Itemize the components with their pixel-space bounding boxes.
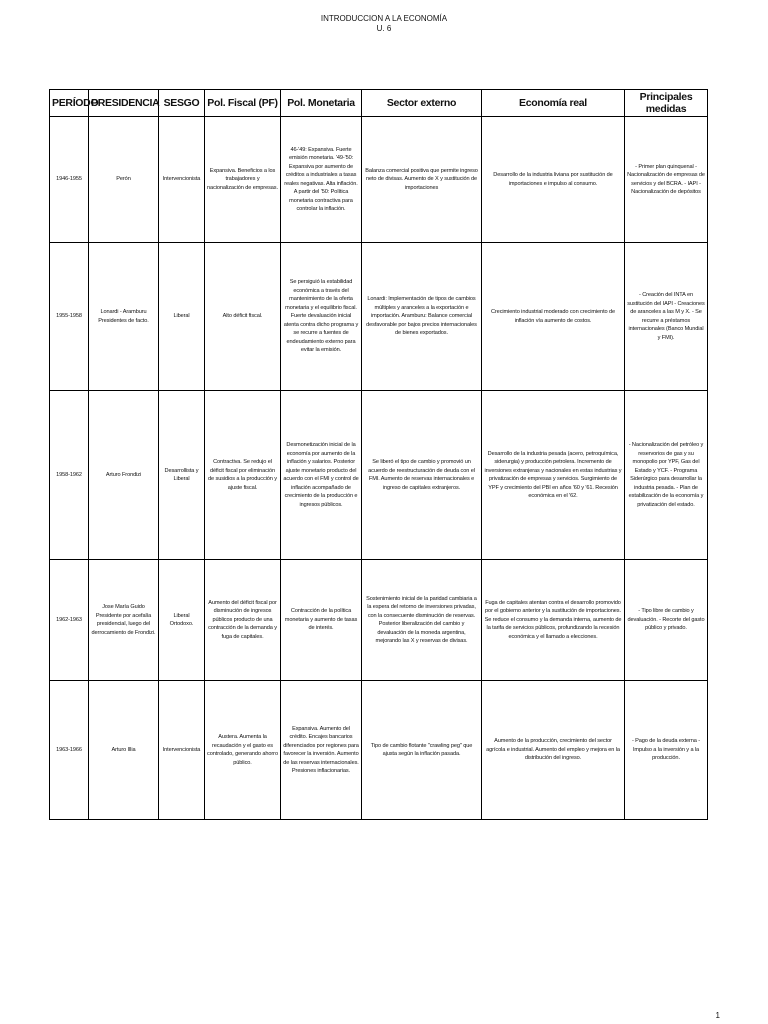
cell-presidencia: Arturo Frondizi <box>89 391 159 560</box>
cell-economia-real: Aumento de la producción, crecimiento del sector agrícola e industrial. Aumento del empleo y mejora en la distribución del ingreso. <box>482 681 625 820</box>
table-row <box>50 243 708 391</box>
cell-presidencia: Lonardi - Aramburu Presidentes de facto. <box>89 243 159 391</box>
table-row <box>50 681 708 820</box>
cell-periodo: 1963-1966 <box>50 681 89 820</box>
table-header-row <box>50 90 708 117</box>
column-header-pol-fiscal: Pol. Fiscal (PF) <box>205 90 281 117</box>
table-row <box>50 391 708 560</box>
table-row <box>50 117 708 243</box>
cell-periodo: 1946-1955 <box>50 117 89 243</box>
cell-pol-fiscal: Aumento del déficit fiscal por disminución de ingresos públicos producto de una contracción de la demanda y fuga de capitales. <box>205 560 281 681</box>
cell-pol-fiscal: Contractiva. Se redujo el déficit fiscal por eliminación de susidios a la producción y ajuste fiscal. <box>205 391 281 560</box>
cell-sector-externo: Tipo de cambio flotante "crawling peg" que ajusta según la inflación pasada. <box>362 681 482 820</box>
cell-pol-monetaria: 46-'49: Expansiva. Fuerte emisión monetaria. '49-'50: Expansiva por aumento de créditos a industriales a tasas reales negativas. Alta inflación. A partir del '50: Política monetaria contractiva para controlar la inflación. <box>281 117 362 243</box>
document-title: INTRODUCCION A LA ECONOMÍA <box>320 14 448 23</box>
cell-presidencia: Arturo Illia <box>89 681 159 820</box>
cell-principales-medidas: - Primer plan quinquenal - Nacionalización de empresas de servicios y del BCRA. - IAPI - Nacionalización de depósitos <box>625 117 708 243</box>
table-row <box>50 560 708 681</box>
cell-sesgo: Intervencionista <box>159 681 205 820</box>
cell-economia-real: Crecimiento industrial moderado con crecimiento de inflación vía aumento de costos. <box>482 243 625 391</box>
cell-sector-externo: Balanza comercial positiva que permite ingreso neto de divisas. Aumento de X y sustitución de importaciones <box>362 117 482 243</box>
cell-periodo: 1962-1963 <box>50 560 89 681</box>
cell-economia-real: Desarrollo de la industria pesada (acero, petroquímica, siderurgia) y producción petrolera. Incremento de inversiones extranjeras y nacionales en estas industrias y privatización de empresas y servicios. Surgimiento de YPF y crecimiento del PBI en años '60 y '61. Recesión económica en el '62. <box>482 391 625 560</box>
cell-sesgo: Intervencionista <box>159 117 205 243</box>
cell-sesgo: Liberal <box>159 243 205 391</box>
cell-pol-monetaria: Expansiva. Aumento del crédito. Encajes bancarios diferenciados por regiones para favorecer la inversión. Aumento de las reservas internacionales. Presiones inflacionarias. <box>281 681 362 820</box>
column-header-sector-externo: Sector externo <box>362 90 482 117</box>
column-header-principales-medidas: Principales medidas <box>625 90 708 117</box>
column-header-pol-monetaria: Pol. Monetaria <box>281 90 362 117</box>
cell-pol-fiscal: Alto déficit fiscal. <box>205 243 281 391</box>
cell-sector-externo: Lonardi: Implementación de tipos de cambios múltiples y aranceles a la exportación e importación. Aramburu: Balance comercial desfavorable por bajos precios internacionales de bienes exportados. <box>362 243 482 391</box>
cell-presidencia: Jose María Guido Presidente por acefalía presidencial, luego del derrocamiento de Frondizi. <box>89 560 159 681</box>
cell-economia-real: Desarrollo de la industria liviana por sustitución de importaciones e impulso al consumo. <box>482 117 625 243</box>
column-header-presidencia: PRESIDENCIA <box>89 90 159 117</box>
cell-pol-fiscal: Expansiva. Beneficios a los trabajadores y nacionalización de empresas. <box>205 117 281 243</box>
document-subtitle: U. 6 <box>376 24 392 33</box>
cell-sesgo: Liberal Ortodoxo. <box>159 560 205 681</box>
cell-principales-medidas: - Nacionalización del petróleo y reservorios de gas y su monopolio por YPF, Gas del Estado y YCF. - Programa Siderúrgico para desarrollar la industria pesada. - Plan de estabilización de la economía y privatización del estado. <box>625 391 708 560</box>
cell-sector-externo: Sostenimiento inicial de la paridad cambiaria a la espera del retorno de inversiones privadas, con la consecuente disminución de reservas. Posterior liberalización del cambio y devaluación de la moneda argentina, mejorando las X y reservas de divisas. <box>362 560 482 681</box>
column-header-economia-real: Economía real <box>482 90 625 117</box>
cell-principales-medidas: - Pago de la deuda externa - Impulso a la inversión y a la producción. <box>625 681 708 820</box>
cell-pol-monetaria: Se persiguió la estabilidad económica a través del mantenimiento de la oferta monetaria y el equilibrio fiscal. Fuerte devaluación inicial atenta contra dicho programa y se recurre a fuentes de endeudamiento externo para evitar la emisión. <box>281 243 362 391</box>
document-header <box>0 14 768 34</box>
cell-presidencia: Perón <box>89 117 159 243</box>
page-number: 1 <box>715 1011 720 1020</box>
cell-principales-medidas: - Tipo libre de cambio y devaluación. - Recorte del gasto público y privado. <box>625 560 708 681</box>
economic-periods-table <box>49 89 708 820</box>
cell-principales-medidas: - Creación del INTA en sustitución del IAPI - Creaciones de aranceles a las M y X. - Se recurre a préstamos internacionales (Banco Mundial y FMI). <box>625 243 708 391</box>
cell-pol-monetaria: Contracción de la política monetaria y aumento de tasas de interés. <box>281 560 362 681</box>
cell-pol-monetaria: Desmonetización inicial de la economía por aumento de la inflación y salarios. Posterior ajuste monetario producto del acuerdo con el FMI y control de inflación acompañado de crecimiento de la producción e ingresos públicos. <box>281 391 362 560</box>
column-header-periodo: PERÍODO <box>50 90 89 117</box>
cell-periodo: 1955-1958 <box>50 243 89 391</box>
column-header-sesgo: SESGO <box>159 90 205 117</box>
cell-pol-fiscal: Austera. Aumenta la recaudación y el gasto es controlado, generando ahorro público. <box>205 681 281 820</box>
cell-periodo: 1958-1962 <box>50 391 89 560</box>
cell-economia-real: Fuga de capitales atentan contra el desarrollo promovido por el gobierno anterior y la sustitución de importaciones. Se reduce el consumo y la demanda interna, aumento de la tarifa de servicios públicos, profundizando la recesión económica y el llamado a elecciones. <box>482 560 625 681</box>
cell-sesgo: Desarrollista y Liberal <box>159 391 205 560</box>
cell-sector-externo: Se liberó el tipo de cambio y promovió un acuerdo de reestructuración de deuda con el FMI. Aumento de reservas internacionales e ingreso de capitales extranjeros. <box>362 391 482 560</box>
